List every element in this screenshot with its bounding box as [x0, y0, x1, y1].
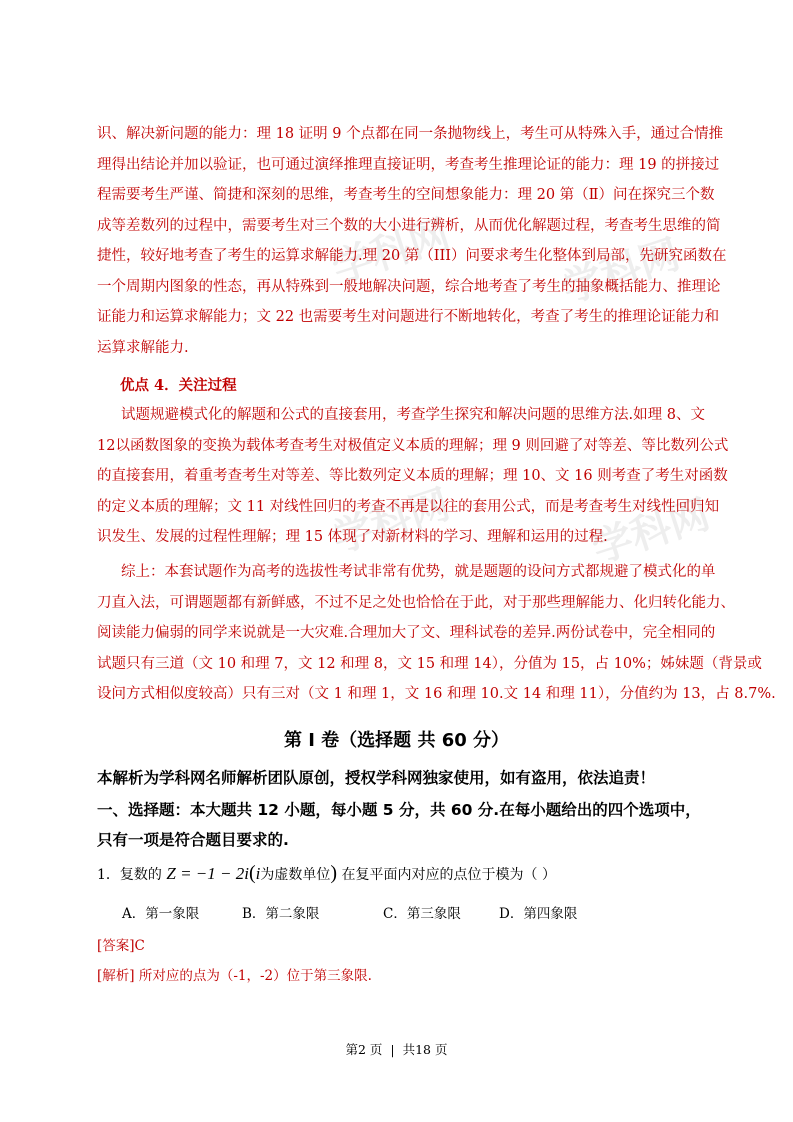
text-line: 成等差数列的过程中，需要考生对三个数的大小进行辨析，从而优化解题过程，考查考生思维的简: [97, 217, 721, 234]
question-stem: [97, 862, 556, 885]
text-line: 的定义本质的理解；文 11 对线性回归的考查不再是以往的套用公式，而是考查考生对线性回归知: [97, 498, 720, 515]
watermark: 学科网: [326, 211, 456, 293]
watermark: 学科网: [556, 231, 686, 313]
option-d: D．第四象限: [499, 906, 578, 922]
watermark: 学科网: [586, 491, 716, 573]
question-number: 1．复数的: [97, 867, 162, 883]
text-line: 识发生、发展的过程性理解；理 15 体现了对新材料的学习、理解和运用的过程.: [97, 529, 608, 545]
text-line: 12以函数图象的变换为载体考查考生对极值定义本质的理解；理 9 则回避了对等差、等比数列公式: [97, 437, 729, 454]
text-line: 刀直入法，可谓题题都有新鲜感，不过不足之处也恰恰在于此，对于那些理解能力、化归转化能力、: [97, 594, 735, 611]
complex-formula: Z = −1 − 2i: [166, 864, 249, 883]
copyright-notice: 本解析为学科网名师解析团队原创，授权学科网独家使用，如有盗用，依法追责！: [97, 769, 656, 787]
watermark: 学科网: [326, 481, 456, 563]
analysis: [97, 964, 372, 984]
text-line: 阅读能力偏弱的同学来说就是一大灾难.合理加大了文、理科试卷的差异.两份试卷中，完全相同的: [97, 625, 716, 641]
section-heading: 优点 4．关注过程: [120, 377, 237, 394]
section-header-line1: 一、选择题：本大题共 12 小题，每小题 5 分，共 60 分.在每小题给出的四个选项中，: [97, 801, 701, 819]
section4-paragraph: [97, 400, 729, 553]
page-total: 共18 页: [402, 1042, 448, 1057]
analysis-text: 所对应的点为（-1，-2）位于第三象限.: [138, 968, 372, 984]
text-line: 理得出结论并加以验证，也可通过演绎推理直接证明，考查考生推理论证的能力：理 19 的拼接过: [97, 156, 720, 173]
footer-separator: |: [390, 1042, 395, 1057]
page-number: 第2 页: [345, 1042, 383, 1057]
text-line: 证能力和运算求解能力；文 22 也需要考生对问题进行不断地转化，考查了考生的推理论证能力和: [97, 309, 720, 325]
summary-paragraph: [97, 557, 776, 710]
intro-paragraph: [97, 119, 727, 363]
paren-close: ): [330, 862, 338, 884]
text-line: 试题规避模式化的解题和公式的直接套用，考查学生探究和解决问题的思维方法.如理 8、文: [121, 407, 705, 423]
page-footer: [0, 1040, 793, 1058]
text-line: 一个周期内图象的性态，再从特殊到一般地解决问题，综合地考查了考生的抽象概括能力、推理论: [97, 278, 721, 295]
page-title: 第 I 卷（选择题 共 60 分）: [283, 730, 510, 751]
text-line: 运算求解能力.: [97, 339, 189, 356]
text-line: 的直接套用，着重考查考生对等差、等比数列定义本质的理解；理 10、文 16 则考查了考生对函数: [97, 468, 728, 484]
text-line: 试题只有三道（文 10 和理 7，文 12 和理 8，文 15 和理 14），分值为 15，占 10%；姊妹题（背景或: [97, 655, 762, 672]
unit-variable: i: [255, 864, 261, 883]
option-c: C．第三象限: [383, 906, 461, 922]
text-line: 识、解决新问题的能力：理 18 证明 9 个点都在同一条抛物线上，考生可从特殊入手，通过合情推: [97, 126, 724, 142]
text-line: 程需要考生严谨、简捷和深刻的思维，考查考生的空间想象能力：理 20 第（Ⅱ）问在探究三个数: [97, 187, 715, 203]
text-line: 捷性，较好地考查了考生的运算求解能力.理 20 第（III）问要求考生化整体到局部，先研究函数在: [97, 248, 727, 264]
analysis-label: [解析]: [97, 968, 135, 984]
unit-note: 为虚数单位: [260, 867, 331, 883]
text-line: 综上：本套试题作为高考的选拔性考试非常有优势，就是题题的设问方式都规避了模式化的单: [121, 564, 716, 580]
section-header-line2: 只有一项是符合题目要求的.: [97, 831, 289, 849]
question-tail: 在复平面内对应的点位于模为（ ）: [341, 867, 556, 883]
answer: [答案]C: [97, 938, 145, 954]
option-b: B．第二象限: [242, 906, 320, 922]
option-a: A．第一象限: [122, 906, 200, 922]
paren-open: (: [248, 862, 256, 884]
text-line: 设问方式相似度较高）只有三对（文 1 和理 1，文 16 和理 10.文 14 和理 11），分值约为 13，占 8.7%.: [97, 686, 776, 702]
